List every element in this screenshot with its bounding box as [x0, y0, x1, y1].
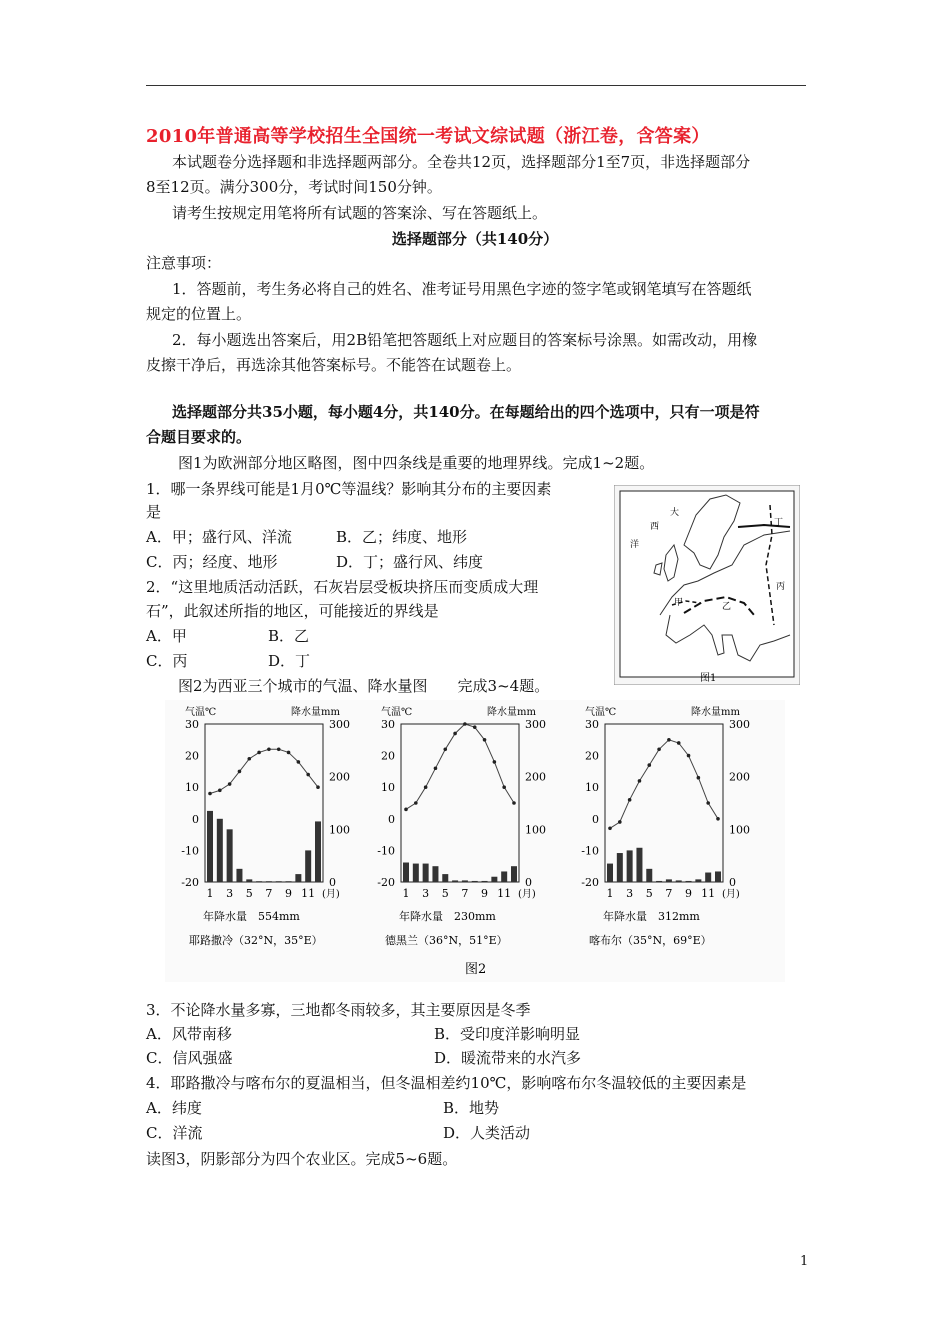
q3-stem: 3．不论降水量多寡，三地都冬雨较多，其主要原因是冬季	[146, 1001, 531, 1019]
note-1-line-1: 1．答题前，考生务必将自己的姓名、准考证号用黑色字迹的签字笔或钢笔填写在答题纸	[172, 280, 752, 298]
header-rule	[146, 85, 806, 86]
precip-bar	[491, 877, 497, 882]
temp-tick: 10	[185, 781, 199, 795]
month-unit: (月)	[322, 889, 340, 900]
month-tick: 3	[422, 887, 430, 900]
temperature-point	[414, 801, 418, 805]
q3-option-c: C．信风强盛	[146, 1049, 233, 1067]
section-title: 选择题部分（共140分）	[391, 230, 559, 248]
precip-bar	[266, 881, 272, 882]
q3-option-b: B．受印度洋影响明显	[434, 1025, 581, 1043]
precip-bar	[227, 829, 233, 882]
q1-option-d: D．丁；盛行风、纬度	[336, 553, 484, 571]
temp-tick: 30	[585, 718, 599, 731]
precip-tick: 100	[729, 823, 750, 837]
month-tick: 3	[626, 887, 634, 900]
temp-tick: 10	[381, 781, 395, 795]
q4-option-c: C．洋流	[146, 1124, 203, 1142]
fig1-intro: 图1为欧洲部分地区略图，图中四条线是重要的地理界线。完成1~2题。	[178, 454, 655, 472]
temperature-point	[443, 747, 447, 751]
temp-tick: 30	[185, 718, 199, 731]
month-tick: 9	[685, 887, 693, 900]
month-tick: 1	[606, 887, 614, 900]
temperature-point	[706, 801, 710, 805]
precip-bar	[432, 866, 438, 882]
temp-tick: 20	[185, 749, 199, 763]
temperature-point	[218, 789, 222, 793]
temp-tick: 30	[381, 718, 395, 731]
month-tick: 11	[701, 887, 716, 900]
note-2-line-1: 2．每小题选出答案后，用2B铅笔把答题纸上对应题目的答案标号涂黑。如需改动，用橡	[172, 331, 758, 349]
precip-tick: 100	[329, 823, 350, 837]
temperature-point	[208, 792, 212, 796]
temp-tick: -10	[377, 844, 395, 858]
precip-bar	[315, 821, 321, 882]
precip-bar	[286, 881, 292, 882]
precip-bar	[305, 850, 311, 882]
temp-tick: 10	[585, 781, 599, 795]
q4-stem: 4．耶路撒冷与喀布尔的夏温相当，但冬温相差约10℃，影响喀布尔冬温较低的主要因素是	[146, 1074, 747, 1092]
temperature-point	[628, 798, 632, 802]
temp-tick: 0	[388, 812, 395, 826]
instruction-line-2: 合题目要求的。	[146, 428, 252, 446]
temperature-point	[697, 776, 701, 780]
precip-bar	[715, 871, 721, 882]
precip-bar	[646, 869, 652, 882]
precip-tick: 0	[729, 876, 736, 889]
temperature-point	[297, 760, 301, 764]
temp-axis-label: 气温℃	[585, 707, 617, 718]
precip-bar	[462, 880, 468, 882]
precip-bar	[686, 881, 692, 882]
temperature-point	[502, 785, 506, 789]
precip-bar	[207, 811, 213, 882]
temperature-point	[267, 747, 271, 751]
precip-bar	[511, 866, 517, 882]
temperature-point	[687, 754, 691, 758]
precip-bar	[413, 864, 419, 882]
month-tick: 9	[481, 887, 489, 900]
precip-bar	[236, 869, 242, 882]
temperature-point	[677, 741, 681, 745]
precip-bar	[607, 864, 613, 882]
intro-line-1: 本试题卷分选择题和非选择题两部分。全卷共12页，选择题部分1至7页，非选择题部分	[172, 153, 751, 171]
precip-bar	[217, 819, 223, 882]
temperature-point	[404, 808, 408, 812]
temperature-point	[424, 785, 428, 789]
month-tick: 9	[285, 887, 293, 900]
precip-tick: 0	[525, 876, 532, 889]
precip-bar	[617, 853, 623, 882]
precip-bar	[656, 881, 662, 882]
month-tick: 11	[301, 887, 316, 900]
intro-line-3: 请考生按规定用笔将所有试题的答案涂、写在答题纸上。	[172, 204, 548, 222]
page-number: 1	[800, 1254, 809, 1269]
precip-tick: 300	[525, 718, 546, 731]
intro-line-2: 8至12页。满分300分，考试时间150分钟。	[146, 178, 442, 196]
q3-option-a: A．风带南移	[146, 1025, 232, 1043]
instruction-line-1: 选择题部分共35小题，每小题4分，共140分。在每题给出的四个选项中，只有一项是符	[172, 403, 760, 421]
temperature-point	[453, 732, 457, 736]
map-label-yi: 乙	[722, 602, 732, 612]
q2-option-d: D．丁	[268, 652, 311, 670]
temperature-point	[228, 782, 232, 786]
precip-bar	[695, 879, 701, 882]
q2-stem-1: 2．“这里地质活动活跃，石灰岩层受板块挤压而变质成大理	[146, 578, 539, 596]
precip-bar	[636, 848, 642, 882]
temperature-point	[667, 738, 671, 742]
temperature-point	[463, 722, 467, 726]
temp-tick: 0	[592, 812, 599, 826]
temperature-point	[608, 826, 612, 830]
annual-precipitation: 年降水量 230mm	[399, 910, 496, 923]
temperature-point	[257, 751, 261, 755]
precip-bar	[295, 874, 301, 882]
temperature-point	[483, 738, 487, 742]
month-unit: (月)	[518, 889, 536, 900]
precip-axis-label: 降水量mm	[691, 707, 740, 718]
q3-option-d: D．暖流带来的水汽多	[434, 1049, 582, 1067]
precip-bar	[676, 880, 682, 882]
precip-tick: 300	[729, 718, 750, 731]
temp-tick: -20	[581, 876, 599, 889]
precip-bar	[256, 881, 262, 882]
precip-bar	[423, 864, 429, 882]
precip-axis-label: 降水量mm	[291, 707, 340, 718]
month-tick: 1	[206, 887, 214, 900]
fig2-intro: 图2为西亚三个城市的气温、降水量图 完成3~4题。	[178, 677, 550, 695]
map-label-xi: 西	[650, 522, 660, 532]
temperature-point	[287, 751, 291, 755]
temperature-point	[618, 820, 622, 824]
temp-axis-label: 气温℃	[185, 707, 217, 718]
month-tick: 1	[402, 887, 410, 900]
precip-bar	[452, 880, 458, 882]
temp-tick: -20	[181, 876, 199, 889]
q1-option-a: A．甲；盛行风、洋流	[146, 528, 292, 546]
temp-tick: -10	[581, 844, 599, 858]
map-label-jia: 甲	[674, 598, 684, 608]
temp-tick: -10	[181, 844, 199, 858]
precip-bar	[276, 881, 282, 882]
temperature-point	[473, 725, 477, 729]
precip-bar	[442, 874, 448, 882]
q1-stem-2: 是	[146, 503, 162, 521]
month-tick: 5	[245, 887, 253, 900]
precip-bar	[472, 881, 478, 882]
notes-label: 注意事项：	[146, 254, 222, 272]
figure-1-europe-map	[614, 485, 800, 685]
month-tick: 3	[226, 887, 234, 900]
q4-option-b: B．地势	[443, 1099, 500, 1117]
temperature-point	[316, 785, 320, 789]
figure-1-caption: 图1	[700, 673, 717, 684]
precip-axis-label: 降水量mm	[487, 707, 536, 718]
temperature-point	[277, 747, 281, 751]
map-label-bing: 丙	[776, 582, 786, 592]
q2-stem-2: 石”，此叙述所指的地区，可能接近的界线是	[146, 602, 439, 620]
temp-tick: 0	[192, 812, 199, 826]
q1-stem-1: 1．哪一条界线可能是1月0℃等温线？影响其分布的主要因素	[146, 480, 552, 498]
month-tick: 5	[645, 887, 653, 900]
precip-tick: 0	[329, 876, 336, 889]
figure-2-climate-charts	[165, 700, 785, 982]
q4-option-a: A．纬度	[146, 1099, 202, 1117]
temperature-point	[638, 779, 642, 783]
city-label: 耶路撒冷（32°N，35°E）	[189, 934, 323, 947]
temperature-point	[657, 747, 661, 751]
document-title: 2010年普通高等学校招生全国统一考试文综试题（浙江卷，含答案）	[146, 126, 710, 147]
q1-option-c: C．丙；经度、地形	[146, 553, 278, 571]
temperature-point	[306, 773, 310, 777]
fig3-intro: 读图3，阴影部分为四个农业区。完成5~6题。	[146, 1150, 458, 1168]
map-label-ding: 丁	[774, 518, 784, 528]
month-tick: 7	[665, 887, 673, 900]
precip-bar	[627, 850, 633, 882]
q2-option-c: C．丙	[146, 652, 188, 670]
temperature-point	[238, 770, 242, 774]
month-tick: 11	[497, 887, 512, 900]
month-tick: 7	[265, 887, 273, 900]
q4-option-d: D．人类活动	[443, 1124, 531, 1142]
temperature-point	[247, 757, 251, 761]
q2-option-b: B．乙	[268, 627, 310, 645]
annual-precipitation: 年降水量 312mm	[603, 910, 700, 923]
annual-precipitation: 年降水量 554mm	[203, 910, 300, 923]
precip-bar	[246, 879, 252, 882]
temp-tick: -20	[377, 876, 395, 889]
temperature-point	[647, 763, 651, 767]
month-tick: 5	[441, 887, 449, 900]
note-1-line-2: 规定的位置上。	[146, 305, 252, 323]
note-2-line-2: 皮擦干净后，再选涂其他答案标号。不能答在试题卷上。	[146, 356, 522, 374]
city-label: 德黑兰（36°N，51°E）	[385, 934, 508, 947]
month-tick: 7	[461, 887, 469, 900]
precip-bar	[403, 863, 409, 882]
map-label-da: 大	[670, 508, 680, 518]
map-label-yang: 洋	[630, 540, 640, 550]
precip-bar	[666, 879, 672, 882]
temperature-point	[493, 760, 497, 764]
temp-axis-label: 气温℃	[381, 707, 413, 718]
precip-bar	[501, 871, 507, 882]
city-label: 喀布尔（35°N，69°E）	[589, 934, 712, 947]
temperature-point	[716, 817, 720, 821]
figure-2-caption: 图2	[465, 962, 487, 977]
precip-tick: 200	[525, 770, 546, 784]
precip-tick: 300	[329, 718, 350, 731]
precip-tick: 200	[329, 770, 350, 784]
month-unit: (月)	[722, 889, 740, 900]
precip-tick: 100	[525, 823, 546, 837]
temp-tick: 20	[585, 749, 599, 763]
precip-bar	[482, 881, 488, 882]
precip-tick: 200	[729, 770, 750, 784]
q2-option-a: A．甲	[146, 627, 187, 645]
q1-option-b: B．乙；纬度、地形	[336, 528, 468, 546]
temperature-point	[512, 801, 516, 805]
temp-tick: 20	[381, 749, 395, 763]
precip-bar	[705, 873, 711, 882]
temperature-point	[434, 766, 438, 770]
